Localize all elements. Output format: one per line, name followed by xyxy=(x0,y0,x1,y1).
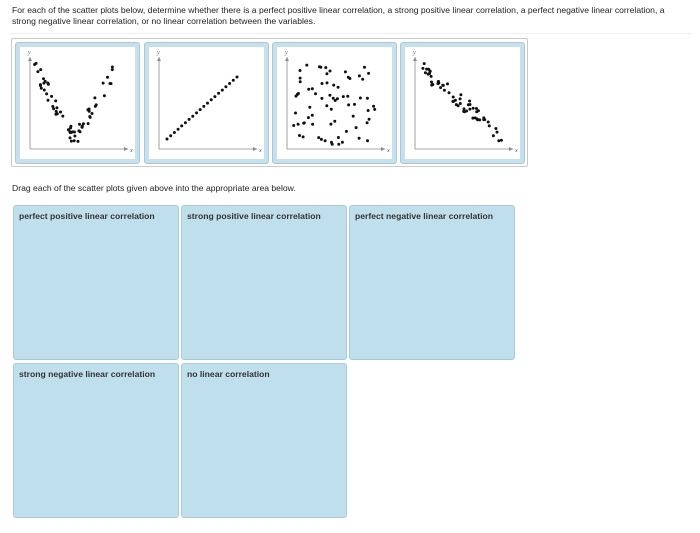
y-axis-label: y xyxy=(285,50,288,56)
plot-background xyxy=(405,47,520,159)
data-point xyxy=(448,91,451,94)
drop-zone-perfect-negative[interactable] xyxy=(349,205,515,360)
data-point xyxy=(329,123,332,126)
data-point xyxy=(297,123,300,126)
data-point xyxy=(91,112,94,115)
data-point xyxy=(188,118,191,121)
data-point xyxy=(43,89,46,92)
data-point xyxy=(368,118,371,121)
data-point xyxy=(111,66,114,69)
data-point xyxy=(442,84,445,87)
scatter-plot-card-4[interactable] xyxy=(400,42,525,164)
data-point xyxy=(468,108,471,111)
data-point xyxy=(305,64,308,67)
data-point xyxy=(73,135,76,138)
plot-background xyxy=(277,47,392,159)
data-point xyxy=(352,115,355,118)
x-axis-label: x xyxy=(387,148,390,154)
data-point xyxy=(337,86,340,89)
data-point xyxy=(292,124,295,127)
data-point xyxy=(348,77,351,80)
data-point xyxy=(299,69,302,72)
y-axis-label: y xyxy=(157,50,160,56)
data-point xyxy=(311,114,314,117)
data-point xyxy=(342,95,345,98)
scatter-plot-card-1[interactable] xyxy=(15,42,140,164)
data-point xyxy=(325,104,328,107)
data-point xyxy=(341,141,344,144)
scatter-plot-4 xyxy=(405,47,520,159)
data-point xyxy=(331,143,334,146)
data-point xyxy=(93,96,96,99)
data-point xyxy=(477,109,480,112)
data-point xyxy=(88,110,91,113)
drop-zone-perfect-positive[interactable] xyxy=(13,205,179,360)
data-point xyxy=(36,70,39,73)
data-point xyxy=(298,134,301,137)
data-point xyxy=(488,124,491,127)
drop-zone-label: no linear correlation xyxy=(187,369,270,379)
data-point xyxy=(39,68,42,71)
data-point xyxy=(299,77,302,80)
data-point xyxy=(358,74,361,77)
data-point xyxy=(500,139,503,142)
data-point xyxy=(367,72,370,75)
drop-zone-label: perfect positive linear correlation xyxy=(19,211,155,221)
drop-zone-no-correlation[interactable] xyxy=(181,363,347,518)
data-point xyxy=(82,122,85,125)
data-point xyxy=(195,111,198,114)
data-point xyxy=(468,100,471,103)
data-point xyxy=(73,139,76,142)
data-point xyxy=(472,107,475,110)
data-point xyxy=(334,99,337,102)
data-point xyxy=(295,95,298,98)
data-point xyxy=(359,97,362,100)
data-point xyxy=(333,120,336,123)
data-point xyxy=(103,94,106,97)
data-point xyxy=(217,92,220,95)
data-point xyxy=(358,137,361,140)
data-point xyxy=(69,136,72,139)
data-point xyxy=(366,97,369,100)
data-point xyxy=(177,128,180,131)
data-point xyxy=(328,94,331,97)
data-point xyxy=(476,118,479,121)
drop-zone-label: strong positive linear correlation xyxy=(187,211,321,221)
data-point xyxy=(78,123,81,126)
data-point xyxy=(346,95,349,98)
data-point xyxy=(361,78,364,81)
data-point xyxy=(59,111,62,114)
data-point xyxy=(355,126,358,129)
data-point xyxy=(307,116,310,119)
scatter-plot-1 xyxy=(20,47,135,159)
data-point xyxy=(421,67,424,70)
data-point xyxy=(332,97,335,100)
data-point xyxy=(487,121,490,124)
data-point xyxy=(494,127,497,130)
data-point xyxy=(492,134,495,137)
data-point xyxy=(462,110,465,113)
data-point xyxy=(191,115,194,118)
data-point xyxy=(425,68,428,71)
data-point xyxy=(210,98,213,101)
data-point xyxy=(459,93,462,96)
data-point xyxy=(372,105,375,108)
data-point xyxy=(337,143,340,146)
x-axis-label: x xyxy=(130,148,133,154)
data-point xyxy=(307,88,310,91)
scatter-plots-tray xyxy=(11,38,528,167)
divider xyxy=(10,33,692,34)
data-point xyxy=(424,71,427,74)
drop-zone-strong-negative[interactable] xyxy=(13,363,179,518)
data-point xyxy=(35,62,38,65)
data-point xyxy=(94,105,97,108)
data-point xyxy=(320,138,323,141)
data-point xyxy=(469,103,472,106)
data-point xyxy=(337,136,340,139)
data-point xyxy=(61,115,64,118)
data-point xyxy=(363,66,366,69)
scatter-plot-3 xyxy=(277,47,392,159)
data-point xyxy=(497,139,500,142)
data-point xyxy=(42,77,45,80)
data-point xyxy=(319,66,322,69)
data-point xyxy=(430,75,433,78)
data-point xyxy=(311,87,314,90)
data-point xyxy=(221,89,224,92)
data-point xyxy=(180,124,183,127)
data-point xyxy=(446,82,449,85)
data-point xyxy=(51,105,54,108)
data-point xyxy=(206,102,209,105)
data-point xyxy=(77,129,80,132)
data-point xyxy=(443,89,446,92)
drop-zone-label: perfect negative linear correlation xyxy=(355,211,494,221)
data-point xyxy=(70,140,73,143)
data-point xyxy=(455,103,458,106)
data-point xyxy=(89,116,92,119)
data-point xyxy=(373,108,376,111)
data-point xyxy=(55,110,58,113)
data-point xyxy=(459,97,462,100)
data-point xyxy=(236,76,239,79)
data-point xyxy=(199,108,202,111)
x-axis-label: x xyxy=(515,148,518,154)
data-point xyxy=(332,84,335,87)
data-point xyxy=(109,82,112,85)
data-point xyxy=(321,82,324,85)
data-point xyxy=(47,99,50,102)
data-point xyxy=(299,80,302,83)
instructions-text: For each of the scatter plots below, determine whether there is a perfect positive linear correlation, a strong positive linear correlation, a perfect negative linear correlation, a strong negative linear correlation, or no linear correlation between the variables. xyxy=(12,5,665,26)
data-point xyxy=(87,122,90,125)
data-point xyxy=(465,110,468,113)
data-point xyxy=(45,92,48,95)
drop-zone-strong-positive[interactable] xyxy=(181,205,347,360)
data-point xyxy=(452,100,455,103)
data-point xyxy=(54,113,57,116)
data-point xyxy=(224,85,227,88)
data-point xyxy=(213,95,216,98)
scatter-plot-card-2[interactable] xyxy=(144,42,269,164)
data-point xyxy=(496,131,499,134)
data-point xyxy=(102,82,105,85)
data-point xyxy=(46,82,49,85)
data-point xyxy=(430,84,433,87)
data-point xyxy=(77,140,80,143)
data-point xyxy=(232,79,235,82)
drag-instruction-text: Drag each of the scatter plots given above into the appropriate area below. xyxy=(12,183,296,193)
x-axis-label: x xyxy=(259,148,262,154)
data-point xyxy=(320,97,323,100)
data-point xyxy=(324,139,327,142)
data-point xyxy=(54,99,57,102)
data-point xyxy=(344,70,347,73)
data-point xyxy=(325,72,328,75)
data-point xyxy=(437,80,440,83)
data-point xyxy=(69,125,72,128)
data-point xyxy=(166,138,169,141)
data-point xyxy=(44,80,47,83)
data-point xyxy=(173,131,176,134)
data-point xyxy=(169,134,172,137)
data-point xyxy=(311,123,314,126)
data-point xyxy=(345,130,348,133)
data-point xyxy=(81,126,84,129)
data-point xyxy=(347,103,350,106)
y-axis-label: y xyxy=(413,50,416,56)
data-point xyxy=(40,87,43,90)
data-point xyxy=(317,136,320,139)
data-point xyxy=(303,121,306,124)
data-point xyxy=(314,92,317,95)
data-point xyxy=(111,68,114,71)
data-point xyxy=(228,82,231,85)
data-point xyxy=(482,116,485,119)
y-axis-label: y xyxy=(28,50,31,56)
data-point xyxy=(50,95,53,98)
data-point xyxy=(202,105,205,108)
data-point xyxy=(184,121,187,124)
data-point xyxy=(294,112,297,115)
data-point xyxy=(366,121,369,124)
data-point xyxy=(73,131,76,134)
data-point xyxy=(326,81,329,84)
scatter-plot-2 xyxy=(149,47,264,159)
data-point xyxy=(324,66,327,69)
data-point xyxy=(459,102,462,105)
data-point xyxy=(106,76,109,79)
scatter-plot-card-3[interactable] xyxy=(272,42,397,164)
data-point xyxy=(70,131,73,134)
data-point xyxy=(423,62,426,65)
data-point xyxy=(353,103,356,106)
data-point xyxy=(475,107,478,110)
data-point xyxy=(439,86,442,89)
data-point xyxy=(367,109,370,112)
data-point xyxy=(39,84,42,87)
data-point xyxy=(302,135,305,138)
data-point xyxy=(330,108,333,111)
data-point xyxy=(366,139,369,142)
data-point xyxy=(429,70,432,73)
data-point xyxy=(329,70,332,73)
data-point xyxy=(308,106,311,109)
data-point xyxy=(452,96,455,99)
data-point xyxy=(55,106,58,109)
drop-zone-label: strong negative linear correlation xyxy=(19,369,156,379)
